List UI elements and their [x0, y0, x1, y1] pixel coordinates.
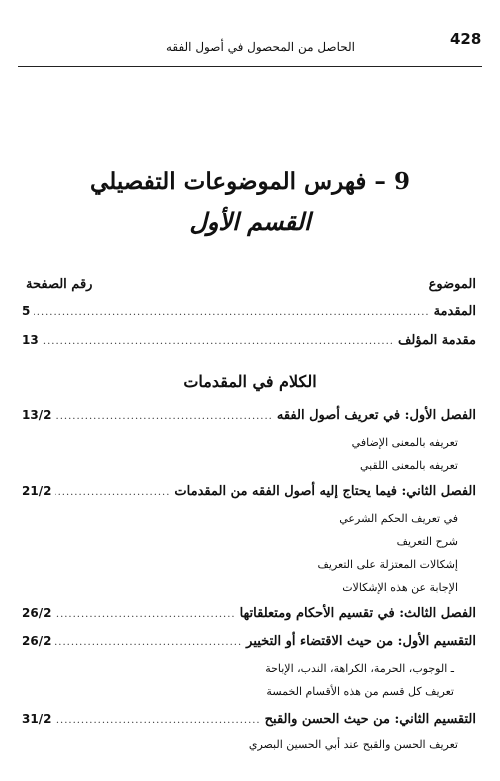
entry-page: 13/2 [22, 408, 52, 422]
toc-entry-division-1[interactable] [22, 634, 476, 654]
toc-subentry: في تعريف الحكم الشرعي [339, 512, 458, 525]
entry-title: المقدمة [433, 304, 476, 319]
entry-title: الفصل الأول: في تعريف أصول الفقه [276, 408, 476, 423]
entry-page: 31/2 [22, 712, 52, 726]
entry-page: 26/2 [22, 634, 52, 648]
entry-page: 26/2 [22, 606, 52, 620]
dot-leader [55, 637, 242, 648]
page-number: 428 [450, 30, 482, 48]
dot-leader [55, 609, 235, 620]
entry-title: الفصل الثاني: فيما يحتاج إليه أصول الفقه من المقدمات [174, 484, 476, 499]
part-title: القسم الأول [189, 207, 311, 236]
toc-entry-introduction[interactable] [22, 304, 476, 324]
toc-entry-author-introduction[interactable] [22, 333, 476, 353]
entry-title: التقسيم الثاني: من حيث الحسن والقبح [264, 712, 476, 727]
toc-subentry: الإجابة عن هذه الإشكالات [342, 581, 458, 594]
toc-subentry: شرح التعريف [396, 535, 458, 548]
toc-subentry: ـ الوجوب، الحرمة، الكراهة، الندب، الإباحة [265, 662, 454, 675]
toc-entry-chapter-1[interactable] [22, 408, 476, 428]
dot-leader [55, 487, 170, 498]
entry-page: 21/2 [22, 484, 52, 498]
toc-entry-chapter-3[interactable] [22, 606, 476, 626]
toc-subentry: تعريفه بالمعنى اللقبي [360, 459, 458, 472]
toc-subentry: تعريف كل قسم من هذه الأقسام الخمسة [266, 685, 454, 698]
entry-title: مقدمة المؤلف [397, 333, 476, 348]
toc-subentry: تعريفه بالمعنى الإضافي [351, 436, 458, 449]
column-header-page: رقم الصفحة [26, 277, 93, 292]
dot-leader [34, 307, 429, 318]
header-rule [18, 66, 482, 67]
toc-entry-division-2[interactable] [22, 712, 476, 732]
entry-page: 13 [22, 333, 39, 347]
dot-leader [43, 336, 394, 347]
entry-title: الفصل الثالث: في تقسيم الأحكام ومتعلقاتها [239, 606, 476, 621]
section-heading: الكلام في المقدمات [183, 372, 317, 391]
entry-page: 5 [22, 304, 31, 318]
column-header-topic: الموضوع [428, 277, 476, 292]
dot-leader [55, 411, 272, 422]
toc-subentry: إشكالات المعتزلة على التعريف [317, 558, 458, 571]
running-title: الحاصل من المحصول في أصول الفقه [165, 40, 355, 54]
toc-subentry: تعريف الحسن والقبح عند أبي الحسين البصري [248, 738, 458, 751]
toc-entry-chapter-2[interactable] [22, 484, 476, 504]
index-title: 9 – فهرس الموضوعات التفصيلي [90, 168, 410, 195]
dot-leader [55, 715, 260, 726]
entry-title: التقسيم الأول: من حيث الاقتضاء أو التخيير [246, 634, 476, 649]
